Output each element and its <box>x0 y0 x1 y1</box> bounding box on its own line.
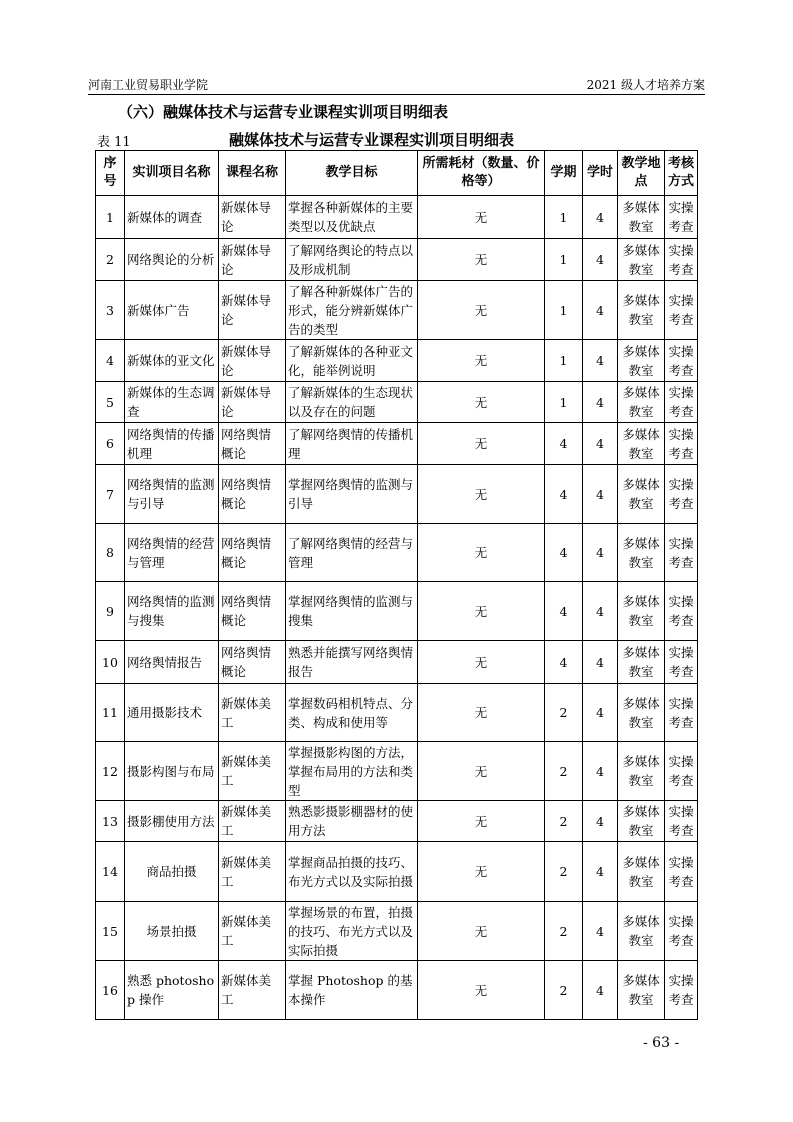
cell-assessment: 实操考查 <box>665 842 698 902</box>
cell-hours: 4 <box>583 641 618 684</box>
cell-hours: 4 <box>583 842 618 902</box>
table-row <box>96 902 698 961</box>
cell-number: 14 <box>96 842 125 902</box>
cell-hours: 4 <box>583 281 618 340</box>
cell-course: 网络舆情概论 <box>219 524 286 582</box>
cell-materials: 无 <box>418 423 545 465</box>
table-row <box>96 842 698 902</box>
cell-hours: 4 <box>583 742 618 801</box>
cell-assessment: 实操考查 <box>665 582 698 641</box>
cell-materials: 无 <box>418 281 545 340</box>
cell-goal: 掌握场景的布置，拍摄的技巧、布光方式以及实际拍摄 <box>286 902 418 961</box>
cell-project: 网络舆论的分析 <box>125 239 219 281</box>
table-row <box>96 961 698 1020</box>
cell-hours: 4 <box>583 684 618 742</box>
cell-term: 1 <box>545 281 583 340</box>
section-title: （六）融媒体技术与运营专业课程实训项目明细表 <box>118 103 449 121</box>
cell-assessment: 实操考查 <box>665 239 698 281</box>
cell-number: 6 <box>96 423 125 465</box>
cell-place: 多媒体教室 <box>618 196 665 239</box>
table-row <box>96 196 698 239</box>
table-row <box>96 382 698 423</box>
cell-hours: 4 <box>583 196 618 239</box>
cell-materials: 无 <box>418 582 545 641</box>
cell-hours: 4 <box>583 801 618 842</box>
cell-place: 多媒体教室 <box>618 801 665 842</box>
cell-project: 通用摄影技术 <box>125 684 219 742</box>
cell-term: 1 <box>545 340 583 382</box>
cell-term: 1 <box>545 382 583 423</box>
cell-materials: 无 <box>418 961 545 1020</box>
cell-assessment: 实操考查 <box>665 742 698 801</box>
cell-term: 2 <box>545 902 583 961</box>
cell-course: 新媒体导论 <box>219 281 286 340</box>
table-row <box>96 582 698 641</box>
cell-project: 网络舆情的传播机理 <box>125 423 219 465</box>
table-header-row <box>96 151 698 196</box>
cell-number: 4 <box>96 340 125 382</box>
table-row <box>96 684 698 742</box>
cell-goal: 了解新媒体的生态现状以及存在的问题 <box>286 382 418 423</box>
cell-goal: 了解各种新媒体广告的形式，能分辨新媒体广告的类型 <box>286 281 418 340</box>
table-row <box>96 465 698 524</box>
cell-term: 4 <box>545 524 583 582</box>
cell-course: 新媒体美工 <box>219 842 286 902</box>
cell-assessment: 实操考查 <box>665 465 698 524</box>
column-header-term: 学期 <box>545 151 583 196</box>
column-header-goal: 教学目标 <box>286 151 418 196</box>
cell-goal: 掌握摄影构图的方法，掌握布局用的方法和类型 <box>286 742 418 801</box>
cell-place: 多媒体教室 <box>618 961 665 1020</box>
cell-project: 新媒体的调查 <box>125 196 219 239</box>
page-number: - 63 - <box>643 1035 680 1051</box>
cell-project: 网络舆情的监测与搜集 <box>125 582 219 641</box>
cell-assessment: 实操考查 <box>665 961 698 1020</box>
cell-hours: 4 <box>583 582 618 641</box>
cell-number: 1 <box>96 196 125 239</box>
cell-project: 新媒体的亚文化 <box>125 340 219 382</box>
cell-course: 网络舆情概论 <box>219 465 286 524</box>
cell-place: 多媒体教室 <box>618 465 665 524</box>
table-body <box>96 196 698 1020</box>
cell-project: 网络舆情报告 <box>125 641 219 684</box>
cell-hours: 4 <box>583 902 618 961</box>
cell-place: 多媒体教室 <box>618 239 665 281</box>
training-projects-table <box>95 150 698 1020</box>
cell-course: 网络舆情概论 <box>219 582 286 641</box>
table-label: 表 11 <box>97 135 131 150</box>
cell-place: 多媒体教室 <box>618 382 665 423</box>
cell-term: 4 <box>545 423 583 465</box>
cell-number: 13 <box>96 801 125 842</box>
cell-course: 新媒体美工 <box>219 684 286 742</box>
cell-hours: 4 <box>583 465 618 524</box>
cell-number: 16 <box>96 961 125 1020</box>
cell-course: 新媒体美工 <box>219 742 286 801</box>
cell-number: 8 <box>96 524 125 582</box>
cell-term: 2 <box>545 742 583 801</box>
table-row <box>96 423 698 465</box>
cell-course: 新媒体美工 <box>219 961 286 1020</box>
cell-number: 5 <box>96 382 125 423</box>
cell-term: 2 <box>545 961 583 1020</box>
cell-place: 多媒体教室 <box>618 684 665 742</box>
column-header-place: 教学地点 <box>618 151 665 196</box>
cell-assessment: 实操考查 <box>665 281 698 340</box>
table-caption: 融媒体技术与运营专业课程实训项目明细表 <box>229 131 515 149</box>
cell-term: 4 <box>545 582 583 641</box>
cell-number: 15 <box>96 902 125 961</box>
cell-goal: 熟悉影摄影棚器材的使用方法 <box>286 801 418 842</box>
cell-project: 网络舆情的经营与管理 <box>125 524 219 582</box>
cell-materials: 无 <box>418 239 545 281</box>
cell-term: 2 <box>545 684 583 742</box>
cell-materials: 无 <box>418 196 545 239</box>
header-plan-title: 2021 级人才培养方案 <box>586 78 705 92</box>
cell-course: 新媒体导论 <box>219 239 286 281</box>
cell-hours: 4 <box>583 524 618 582</box>
cell-materials: 无 <box>418 641 545 684</box>
header-school-name: 河南工业贸易职业学院 <box>88 78 209 92</box>
cell-assessment: 实操考查 <box>665 423 698 465</box>
cell-place: 多媒体教室 <box>618 524 665 582</box>
cell-hours: 4 <box>583 423 618 465</box>
cell-project: 摄影构图与布局 <box>125 742 219 801</box>
table-row <box>96 524 698 582</box>
cell-materials: 无 <box>418 842 545 902</box>
cell-goal: 掌握各种新媒体的主要类型以及优缺点 <box>286 196 418 239</box>
cell-goal: 掌握网络舆情的监测与引导 <box>286 465 418 524</box>
cell-assessment: 实操考查 <box>665 524 698 582</box>
cell-materials: 无 <box>418 742 545 801</box>
cell-course: 新媒体导论 <box>219 382 286 423</box>
cell-place: 多媒体教室 <box>618 842 665 902</box>
cell-term: 4 <box>545 465 583 524</box>
cell-project: 熟悉 photoshop 操作 <box>125 961 219 1020</box>
cell-goal: 了解网络舆情的传播机理 <box>286 423 418 465</box>
cell-term: 2 <box>545 801 583 842</box>
cell-project: 商品拍摄 <box>125 842 219 902</box>
cell-hours: 4 <box>583 961 618 1020</box>
cell-materials: 无 <box>418 465 545 524</box>
cell-assessment: 实操考查 <box>665 382 698 423</box>
cell-number: 7 <box>96 465 125 524</box>
cell-project: 新媒体广告 <box>125 281 219 340</box>
cell-goal: 掌握网络舆情的监测与搜集 <box>286 582 418 641</box>
cell-course: 网络舆情概论 <box>219 641 286 684</box>
cell-number: 10 <box>96 641 125 684</box>
table-row <box>96 641 698 684</box>
cell-course: 新媒体导论 <box>219 196 286 239</box>
table-row <box>96 281 698 340</box>
cell-term: 2 <box>545 842 583 902</box>
cell-place: 多媒体教室 <box>618 582 665 641</box>
cell-goal: 掌握商品拍摄的技巧、布光方式以及实际拍摄 <box>286 842 418 902</box>
table-row <box>96 742 698 801</box>
column-header-assessment: 考核方式 <box>665 151 698 196</box>
cell-hours: 4 <box>583 340 618 382</box>
cell-course: 网络舆情概论 <box>219 423 286 465</box>
cell-course: 新媒体导论 <box>219 340 286 382</box>
cell-assessment: 实操考查 <box>665 684 698 742</box>
cell-place: 多媒体教室 <box>618 902 665 961</box>
column-header-materials: 所需耗材（数量、价格等） <box>418 151 545 196</box>
cell-place: 多媒体教室 <box>618 340 665 382</box>
cell-assessment: 实操考查 <box>665 196 698 239</box>
cell-assessment: 实操考查 <box>665 801 698 842</box>
cell-goal: 掌握 Photoshop 的基本操作 <box>286 961 418 1020</box>
table-row <box>96 801 698 842</box>
cell-assessment: 实操考查 <box>665 902 698 961</box>
cell-materials: 无 <box>418 902 545 961</box>
cell-term: 4 <box>545 641 583 684</box>
cell-number: 12 <box>96 742 125 801</box>
column-header-number: 序号 <box>96 151 125 196</box>
cell-goal: 了解网络舆论的特点以及形成机制 <box>286 239 418 281</box>
cell-number: 2 <box>96 239 125 281</box>
cell-materials: 无 <box>418 382 545 423</box>
cell-materials: 无 <box>418 340 545 382</box>
cell-hours: 4 <box>583 382 618 423</box>
cell-goal: 掌握数码相机特点、分类、构成和使用等 <box>286 684 418 742</box>
cell-number: 3 <box>96 281 125 340</box>
cell-project: 场景拍摄 <box>125 902 219 961</box>
column-header-hours: 学时 <box>583 151 618 196</box>
column-header-course: 课程名称 <box>219 151 286 196</box>
cell-hours: 4 <box>583 239 618 281</box>
cell-materials: 无 <box>418 684 545 742</box>
cell-goal: 熟悉并能撰写网络舆情报告 <box>286 641 418 684</box>
cell-term: 1 <box>545 239 583 281</box>
header-divider <box>88 94 705 95</box>
cell-goal: 了解网络舆情的经营与管理 <box>286 524 418 582</box>
column-header-project: 实训项目名称 <box>125 151 219 196</box>
cell-place: 多媒体教室 <box>618 742 665 801</box>
table-row <box>96 239 698 281</box>
table-row <box>96 340 698 382</box>
cell-number: 9 <box>96 582 125 641</box>
cell-project: 网络舆情的监测与引导 <box>125 465 219 524</box>
cell-number: 11 <box>96 684 125 742</box>
cell-project: 新媒体的生态调查 <box>125 382 219 423</box>
cell-course: 新媒体美工 <box>219 902 286 961</box>
cell-assessment: 实操考查 <box>665 340 698 382</box>
cell-place: 多媒体教室 <box>618 641 665 684</box>
cell-place: 多媒体教室 <box>618 423 665 465</box>
cell-assessment: 实操考查 <box>665 641 698 684</box>
cell-materials: 无 <box>418 801 545 842</box>
cell-place: 多媒体教室 <box>618 281 665 340</box>
cell-materials: 无 <box>418 524 545 582</box>
cell-project: 摄影棚使用方法 <box>125 801 219 842</box>
cell-course: 新媒体美工 <box>219 801 286 842</box>
cell-term: 1 <box>545 196 583 239</box>
cell-goal: 了解新媒体的各种亚文化，能举例说明 <box>286 340 418 382</box>
